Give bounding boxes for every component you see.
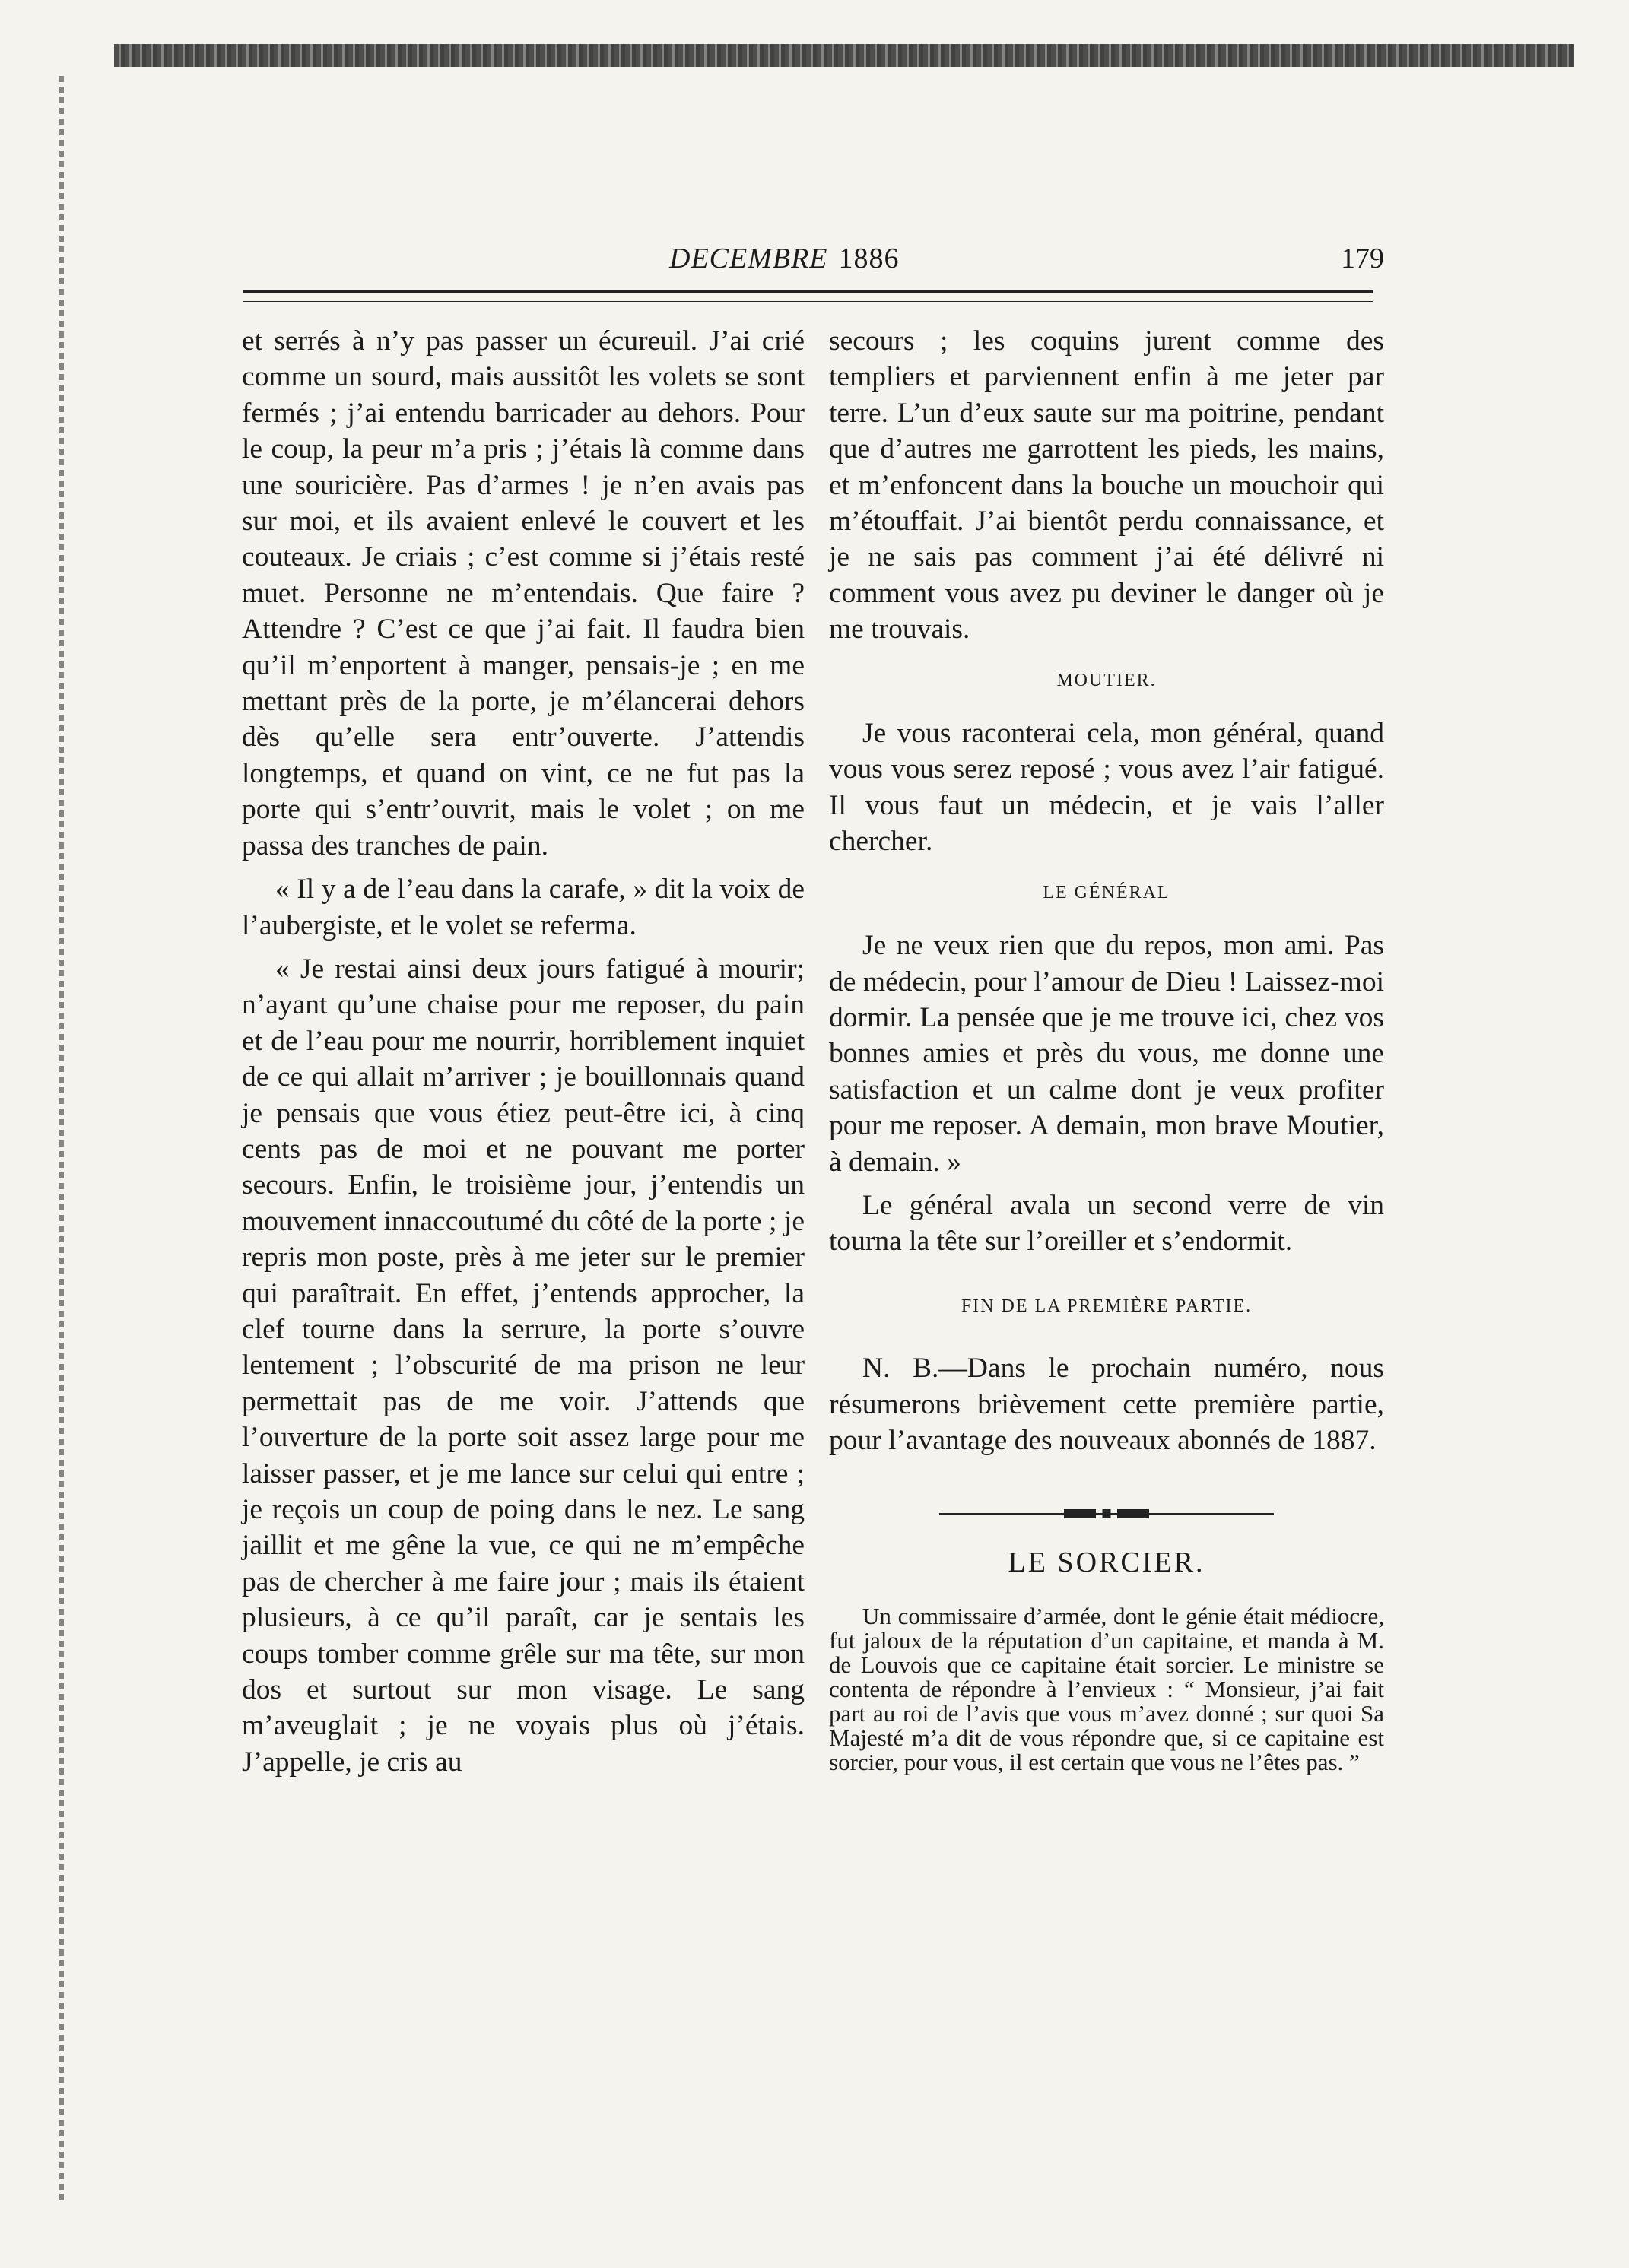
- paragraph: Je vous raconterai cela, mon général, quand vous vous serez reposé ; vous avez l’air fatigué. Il vous faut un médecin, et je vais l’aller chercher.: [829, 718, 1384, 858]
- paragraph: Je ne veux rien que du repos, mon ami. Pas de médecin, pour l’amour de Dieu ! Laissez-moi dormir. La pensée que je me trouve ici, chez vos bonnes amies et près du vous, me donne une satisfaction et un calme dont je veux profiter pour me reposer. A demain, mon brave Moutier, à demain. »: [829, 930, 1384, 1178]
- paragraph: « Il y a de l’eau dans la carafe, » dit la voix de l’aubergiste, et le volet se referma.: [242, 874, 805, 941]
- speaker-label: MOUTIER.: [1056, 670, 1157, 690]
- right-column: [829, 323, 1384, 1782]
- section-text: Un commissaire d’armée, dont le génie était médiocre, fut jaloux de la réputation d’un capitaine, et manda à M. de Louvois que ce capitaine était sorcier. Le ministre se contenta de répondre à l’envieux : “ Monsieur, j’ai fait part au roi de l’avis que vous m’avez donné ; sur quoi Sa Majesté m’a dit de vous répondre que, si ce capitaine est sorcier, pour vous, il est certain que vous ne l’êtes pas. ”: [829, 1602, 1384, 1775]
- editor-note: N. B.—Dans le prochain numéro, nous résumerons brièvement cette première partie, pour l’avantage des nouveaux abonnés de 1887.: [829, 1353, 1384, 1456]
- page-number: 179: [1341, 243, 1384, 274]
- speaker-label: LE GÉNÉRAL: [1043, 882, 1170, 902]
- left-column: [242, 323, 805, 1787]
- running-title-year: 1886: [838, 243, 900, 274]
- header-rule: [243, 290, 1373, 302]
- section-title: LE SORCIER.: [1008, 1546, 1205, 1579]
- paragraph: et serrés à n’y pas passer un écureuil. J’ai crié comme un sourd, mais aussitôt les volets se sont fermés ; j’ai entendu barricader au dehors. Pour le coup, la peur m’a pris ; j’étais là comme dans une souricière. Pas d’armes ! je n’en avais pas sur moi, et ils avaient enlevé le couvert et les couteaux. Je criais ; c’est comme si j’étais resté muet. Personne ne m’entendais. Que faire ? Attendre ? C’est ce que j’ai fait. Il faudra bien qu’il m’enportent à manger, pensais-je ; en me mettant près de la porte, je m’élancerai dehors dès qu’elle sera entr’ouverte. J’attendis longtemps, et quand on vint, ce ne fut pas la porte qui s’entr’ouvrit, mais le volet ; on me passa des tranches de pain.: [242, 325, 805, 861]
- paragraph: Le général avala un second verre de vin tourna la tête sur l’oreiller et s’endormit.: [829, 1189, 1384, 1258]
- end-of-part-label: FIN DE LA PREMIÈRE PARTIE.: [961, 1296, 1253, 1316]
- ornamental-divider: [939, 1508, 1274, 1519]
- paragraph: « Je restai ainsi deux jours fatigué à mourir; n’ayant qu’une chaise pour me reposer, du pain et de l’eau pour me nourrir, horriblement inquiet de ce qui allait m’arriver ; je bouillonnais quand je pensais que vous étiez peut-être ici, à cinq cents pas de moi et ne pouvant me porter secours. Enfin, le troisième jour, j’entendis un mouvement innaccoutumé du côté de la porte ; je repris mon poste, près à me jeter sur le premier qui paraîtrait. En effet, j’entends approcher, la clef tourne dans la serrure, la porte s’ouvre lentement ; l’obscurité de ma prison ne leur permettait pas de me voir. J’attends que l’ouverture de la porte soit assez large pour me laisser passer, et je me lance sur celui qui entre ; je reçois un coup de poing dans le nez. Le sang jaillit et me gêne la vue, ce qui ne m’empêche pas de chercher à me faire jour ; mais ils étaient plusieurs, à ce qu’il paraît, car je sentais les coups tomber comme grêle sur ma tête, sur mon dos et surtout sur mon visage. Le sang m’aveuglait ; je ne voyais plus où j’étais. J’appelle, je cris au: [242, 953, 805, 1778]
- paragraph: secours ; les coquins jurent comme des templiers et parviennent enfin à me jeter par terre. L’un d’eux saute sur ma poitrine, pendant que d’autres me garrottent les pieds, les mains, et m’enfoncent dans la bouche un mouchoir qui m’étouffait. J’ai bientôt perdu connaissance, et je ne sais pas comment j’ai été délivré ni comment vous avez pu deviner le danger où je me trouvais.: [829, 325, 1384, 646]
- scan-edge-left: [59, 76, 64, 2205]
- scan-edge-top: [114, 44, 1574, 67]
- running-title: [669, 242, 900, 275]
- running-title-month: DECEMBRE: [669, 243, 828, 274]
- running-header: [243, 242, 1384, 281]
